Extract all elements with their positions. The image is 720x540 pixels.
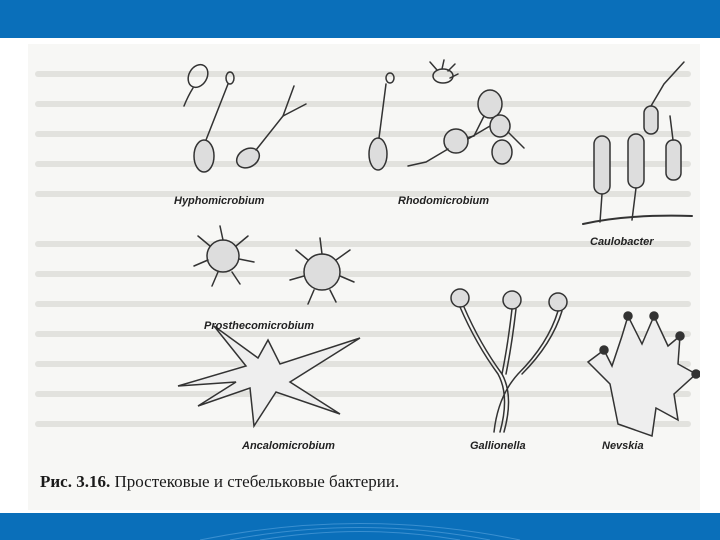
label-prosthecomicrobium: Prosthecomicrobium [204,320,315,332]
label-rhodomicrobium: Rhodomicrobium [398,195,490,207]
ancalomicrobium-drawing [178,326,360,426]
bacteria-illustration [28,44,700,464]
gallionella-drawing [451,289,567,432]
scanned-page [28,44,700,510]
bottom-banner [0,513,720,540]
label-hyphomicrobium: Hyphomicrobium [174,195,265,207]
nevskia-drawing [588,312,700,436]
caption-text: Простековые и стебельковые бактерии. [114,472,400,491]
prosthecomicrobium-drawing [194,226,354,304]
label-gallionella: Gallionella [470,440,526,452]
label-caulobacter: Caulobacter [590,236,654,248]
caulobacter-drawing [583,62,692,224]
label-nevskia: Nevskia [602,440,644,452]
hyphomicrobium-drawing [184,61,306,172]
label-ancalomicrobium: Ancalomicrobium [242,440,335,452]
caption-number: Рис. 3.16. [40,472,111,491]
bottom-banner-decoration [0,513,720,540]
top-banner [0,0,720,38]
figure-caption [40,472,399,492]
